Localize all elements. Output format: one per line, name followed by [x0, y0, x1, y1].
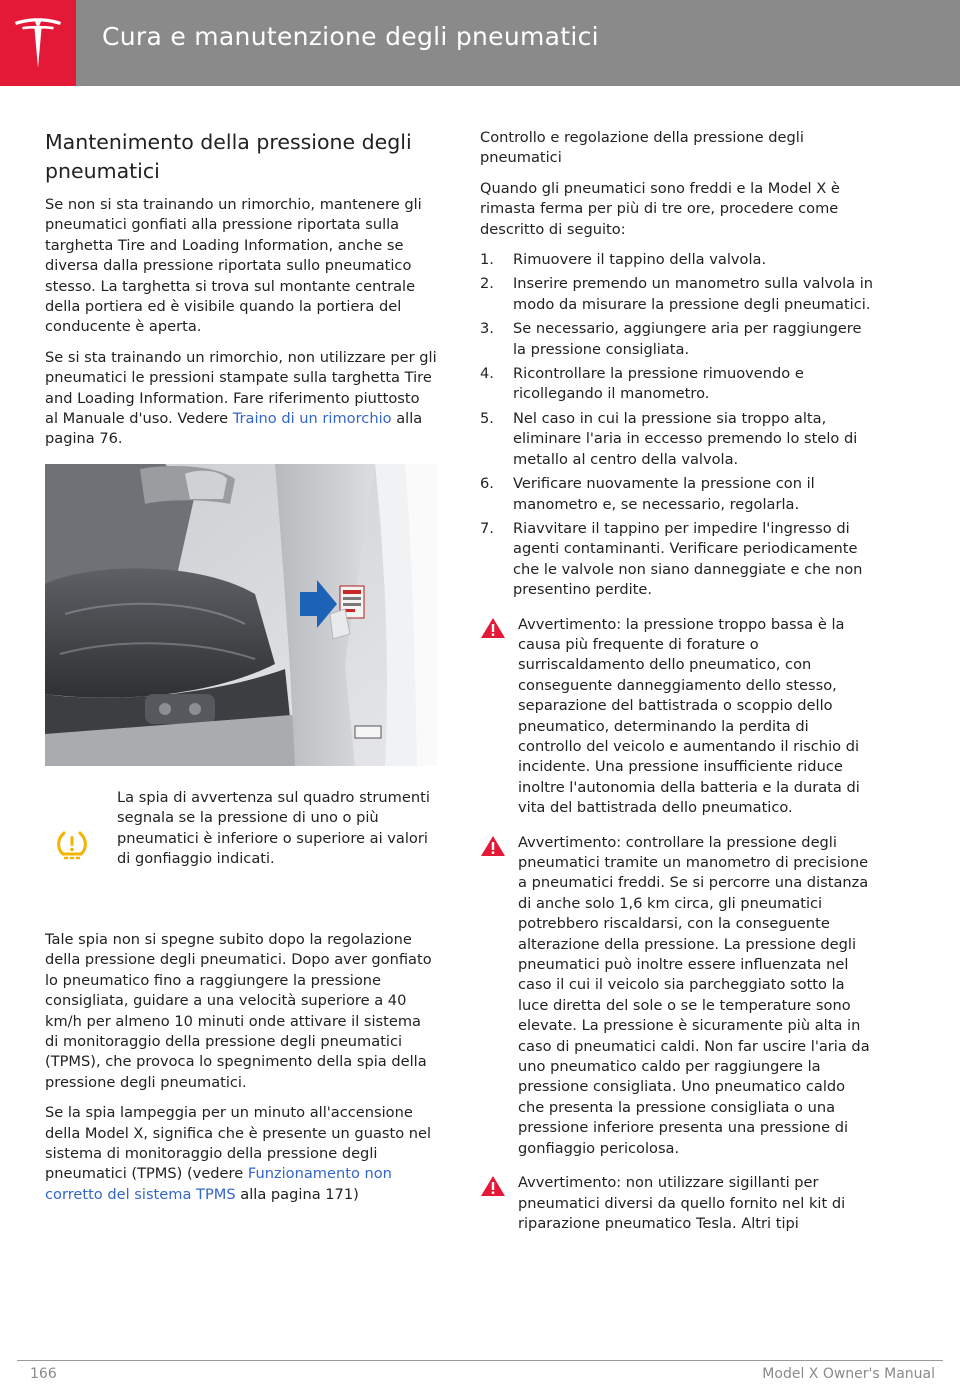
warning-cold-check	[480, 833, 875, 1160]
page-header	[0, 0, 960, 86]
paragraph-trailer	[45, 348, 437, 450]
tire-pressure-warning-icon	[55, 828, 89, 862]
page-number: 166	[30, 1366, 57, 1382]
warning-triangle-icon	[480, 835, 506, 857]
warning-text: Avvertimento: controllare la pressione degli pneumatici tramite un manometro di precisione a pneumatici freddi. Se si percorre una distanza di anche solo 1,6 km circa, gli pneumatici potrebbero riscaldarsi, con la conseguente alterazione della pressione. La pressione degli pneumatici può inoltre essere influenzata nel caso il cui il veicolo sia parcheggiato sotto la luce diretta del sole o se le temperature sono elevate. La pressione è sicuramente più alta in caso di pneumatici caldi. Non far uscire l'aria da uno pneumatico caldo per raggiungere la pressione consigliata. Uno pneumatico caldo che presenta la pressione consigliata o una pressione inferiore presenta una pressione di gonfiaggio pericolosa.	[518, 833, 870, 1157]
door-pillar-label-photo	[45, 464, 437, 766]
step-number: 2.	[480, 275, 494, 293]
step-text: Riavvitare il tappino per impedire l'ingresso di agenti contaminanti. Verificare periodicamente che le valvole non siano danneggiate e che non presentino perdite.	[513, 519, 863, 599]
step-number: 5.	[480, 409, 494, 427]
warning-triangle-icon	[480, 617, 506, 639]
right-column	[480, 128, 875, 1248]
tpms-indicator-note	[45, 788, 437, 910]
warning-triangle-icon	[480, 1175, 506, 1197]
header-title: Cura e manutenzione degli pneumatici	[102, 22, 599, 51]
link-tpms-malfunction[interactable]: Funzionamento non corretto del sistema TPMS	[45, 1165, 392, 1203]
section-heading-check-pressure: Controllo e regolazione della pressione degli pneumatici	[480, 129, 804, 167]
warning-text: Avvertimento: la pressione troppo bassa è la causa più frequente di forature o surriscaldamento dello pneumatico, con conseguente danneggiamento dello stesso, separazione del battistrada o scoppio dello pneumatico, determinando la perdita di controllo del veicolo e aumentando il rischio di incidente. Una pressione insufficiente riduce inoltre l'autonomia della batteria e la durata di vita del battistrada dello pneumatico.	[518, 615, 860, 817]
list-item	[480, 474, 875, 515]
step-text: Ricontrollare la pressione rimuovendo e ricollegando il manometro.	[513, 365, 804, 403]
list-item	[480, 409, 875, 470]
paragraph-trailer-text: Se si sta trainando un rimorchio, non utilizzare per gli pneumatici le pressioni stampate sulla targhetta Tire and Loading Information. Fare riferimento piuttosto al Manuale d'uso. Vedere	[45, 348, 437, 428]
warning-text: Avvertimento: non utilizzare sigillanti per pneumatici diversi da quello fornito nel kit di riparazione pneumatico Tesla. Altri tipi	[518, 1174, 846, 1232]
paragraph-no-trailer: Se non si sta trainando un rimorchio, mantenere gli pneumatici gonfiati alla pressione riportata sulla targhetta Tire and Loading Information, anche se diversa dalla pressione riportata sullo pneumatico stesso. La targhetta si trova sul montante centrale della portiera ed è visibile quando la portiera del conducente è aperta.	[45, 196, 422, 336]
step-number: 6.	[480, 475, 494, 493]
step-text: Se necessario, aggiungere aria per raggiungere la pressione consigliata.	[513, 320, 862, 358]
step-text: Verificare nuovamente la pressione con il manometro e, se necessario, regolarla.	[513, 475, 815, 513]
step-number: 3.	[480, 320, 494, 338]
step-text: Rimuovere il tappino della valvola.	[513, 251, 767, 269]
paragraph-light-flashing-suffix: alla pagina 171)	[235, 1185, 359, 1203]
indicator-description: La spia di avvertenza sul quadro strumenti segnala se la pressione di uno o più pneumatici è inferiore o superiore ai valori di gonfiaggio indicati.	[117, 788, 430, 868]
link-trailer-towing[interactable]: Traino di un rimorchio	[232, 410, 392, 428]
step-number: 4.	[480, 365, 494, 383]
warning-sealant	[480, 1173, 875, 1234]
tesla-logo	[0, 0, 76, 86]
list-item	[480, 250, 875, 270]
step-number: 1.	[480, 251, 494, 269]
list-item	[480, 274, 875, 315]
step-number: 7.	[480, 519, 494, 537]
paragraph-light-flashing-text: Se la spia lampeggia per un minuto all'accensione della Model X, significa che è presente un guasto nel sistema di monitoraggio della pressione degli pneumatici (TPMS) (vedere	[45, 1104, 432, 1183]
paragraph-trailer-suffix: alla pagina 76.	[45, 410, 423, 448]
section-heading-maintain-pressure: Mantenimento della pressione degli pneumatici	[45, 130, 412, 183]
tesla-logo-icon	[13, 16, 63, 70]
paragraph-check-intro: Quando gli pneumatici sono freddi e la Model X è rimasta ferma per più di tre ore, procedere come descritto di seguito:	[480, 179, 840, 238]
procedure-steps	[480, 250, 875, 601]
paragraph-light-flashing	[45, 1103, 437, 1205]
manual-title: Model X Owner's Manual	[762, 1366, 935, 1382]
warning-low-pressure	[480, 615, 875, 819]
footer-divider	[17, 1360, 943, 1361]
list-item	[480, 319, 875, 360]
paragraph-light-reset: Tale spia non si spegne subito dopo la regolazione della pressione degli pneumatici. Dopo aver gonfiato lo pneumatico fino a raggiungere la pressione consigliata, guidare a una velocità superiore a 40 km/h per almeno 10 minuti onde attivare il sistema di monitoraggio della pressione degli pneumatici (TPMS), che provoca lo spegnimento della spia della pressione degli pneumatici.	[45, 930, 432, 1091]
list-item	[480, 519, 875, 601]
left-column	[45, 128, 437, 1215]
step-text: Nel caso in cui la pressione sia troppo alta, eliminare l'aria in eccesso premendo lo stelo di metallo al centro della valvola.	[513, 409, 858, 468]
step-text: Inserire premendo un manometro sulla valvola in modo da misurare la pressione degli pneumatici.	[513, 275, 874, 313]
list-item	[480, 364, 875, 405]
